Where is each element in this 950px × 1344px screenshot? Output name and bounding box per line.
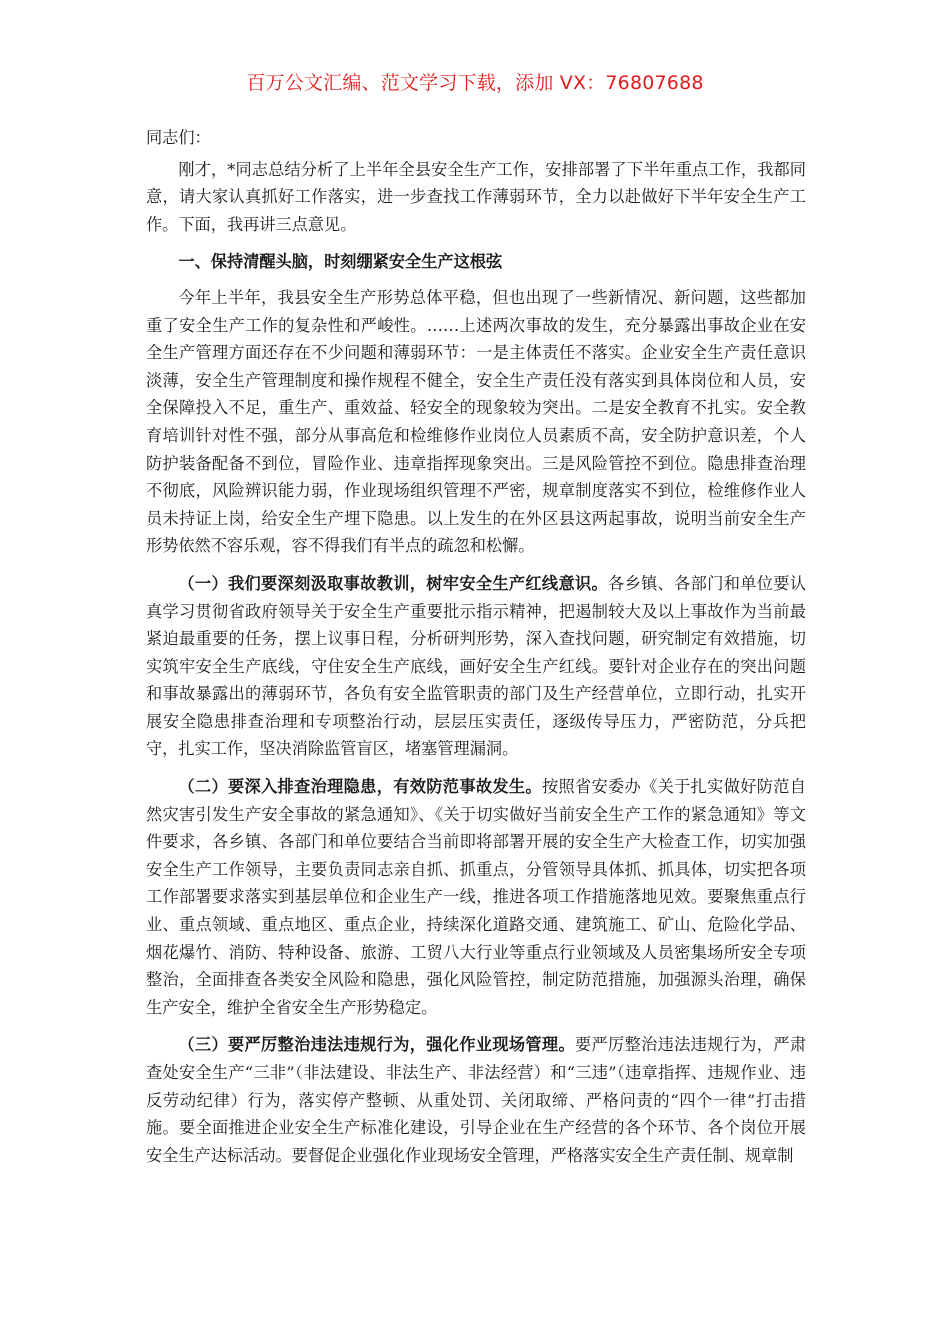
section-1-paragraph: 今年上半年，我县安全生产形势总体平稳，但也出现了一些新情况、新问题，这些都加重了安全生产工作的复杂性和严峻性。……上述两次事故的发生，充分暴露出事故企业在安全生产管理方面还存在不少问题和薄弱环节：一是主体责任不落实。企业安全生产责任意识淡薄，安全生产管理制度和操作规程不健全，安全生产责任没有落实到具体岗位和人员，安全保障投入不足，重生产、重效益、轻安全的现象较为突出。二是安全教育不扎实。安全教育培训针对性不强，部分从事高危和检维修作业岗位人员素质不高，安全防护意识差，个人防护装备配备不到位，冒险作业、违章指挥现象突出。三是风险管控不到位。隐患排查治理不彻底，风险辨识能力弱，作业现场组织管理不严密，规章制度落实不到位，检维修作业人员未持证上岗，给安全生产埋下隐患。以上发生的在外区县这两起事故，说明当前安全生产形势依然不容乐观，容不得我们有半点的疏忽和松懈。 xyxy=(146,287,806,556)
watermark-banner: 百万公文汇编、范文学习下载，添加 VX：76807688 xyxy=(246,72,704,94)
greeting: 同志们： xyxy=(146,128,211,147)
section-heading-1: 一、保持清醒头脑，时刻绷紧安全生产这根弦 xyxy=(178,252,503,272)
subsection-3 xyxy=(146,1031,806,1169)
subsection-1-title: （一）我们要深刻汲取事故教训，树牢安全生产红线意识。 xyxy=(178,573,609,593)
subsection-1 xyxy=(146,570,806,763)
subsection-1-body: 各乡镇、各部门和单位要认真学习贯彻省政府领导关于安全生产重要批示指示精神，把遏制较大及以上事故作为当前最紧迫最重要的任务，摆上议事日程，分析研判形势，深入查找问题，研究制定有效措施，切实筑牢安全生产底线，守住安全生产底线，画好安全生产红线。要针对企业存在的突出问题和事故暴露出的薄弱环节，各负有安全监管职责的部门及生产经营单位，立即行动，扎实开展安全隐患排查治理和专项整治行动，层层压实责任，逐级传导压力，严密防范，分兵把守，扎实工作，坚决消除监管盲区，堵塞管理漏洞。 xyxy=(146,573,807,759)
subsection-2 xyxy=(146,773,806,1021)
subsection-3-title: （三）要严厉整治违法违规行为，强化作业现场管理。 xyxy=(178,1035,575,1055)
document-body xyxy=(146,124,806,1169)
subsection-2-body: 按照省安委办《关于扎实做好防范自然灾害引发生产安全事故的紧急通知》、《关于切实做好当前安全生产工作的紧急通知》等文件要求，各乡镇、各部门和单位要结合当前即将部署开展的安全生产大检查工作，切实加强安全生产工作领导，主要负责同志亲自抓、抓重点，分管领导具体抓、抓具体，切实把各项工作部署要求落实到基层单位和企业生产一线，推进各项工作措施落地见效。要聚焦重点行业、重点领域、重点地区、重点企业，持续深化道路交通、建筑施工、矿山、危险化学品、烟花爆竹、消防、特种设备、旅游、工贸八大行业等重点行业领域及人员密集场所安全专项整治，全面排查各类安全风险和隐患，强化风险管控，制定防范措施，加强源头治理，确保生产安全，维护全省安全生产形势稳定。 xyxy=(146,777,806,1017)
subsection-3-body: 要严厉整治违法违规行为，严肃查处安全生产“三非”（非法建设、非法生产、非法经营）和“三违”（违章指挥、违规作业、违反劳动纪律）行为，落实停产整顿、从重处罚、关闭取缔、严格问责的“四个一律”打击措施。要全面推进企业安全生产标准化建设，引导企业在生产经营的各个环节、各个岗位开展安全生产达标活动。要督促企业强化作业现场安全管理，严格落实安全生产责任制、规章制 xyxy=(146,1035,807,1165)
intro-paragraph: 刚才，*同志总结分析了上半年全县安全生产工作，安排部署了下半年重点工作，我都同意，请大家认真抓好工作落实，进一步查找工作薄弱环节，全力以赴做好下半年安全生产工作。下面，我再讲三点意见。 xyxy=(146,159,806,234)
subsection-2-title: （二）要深入排查治理隐患，有效防范事故发生。 xyxy=(178,777,542,797)
